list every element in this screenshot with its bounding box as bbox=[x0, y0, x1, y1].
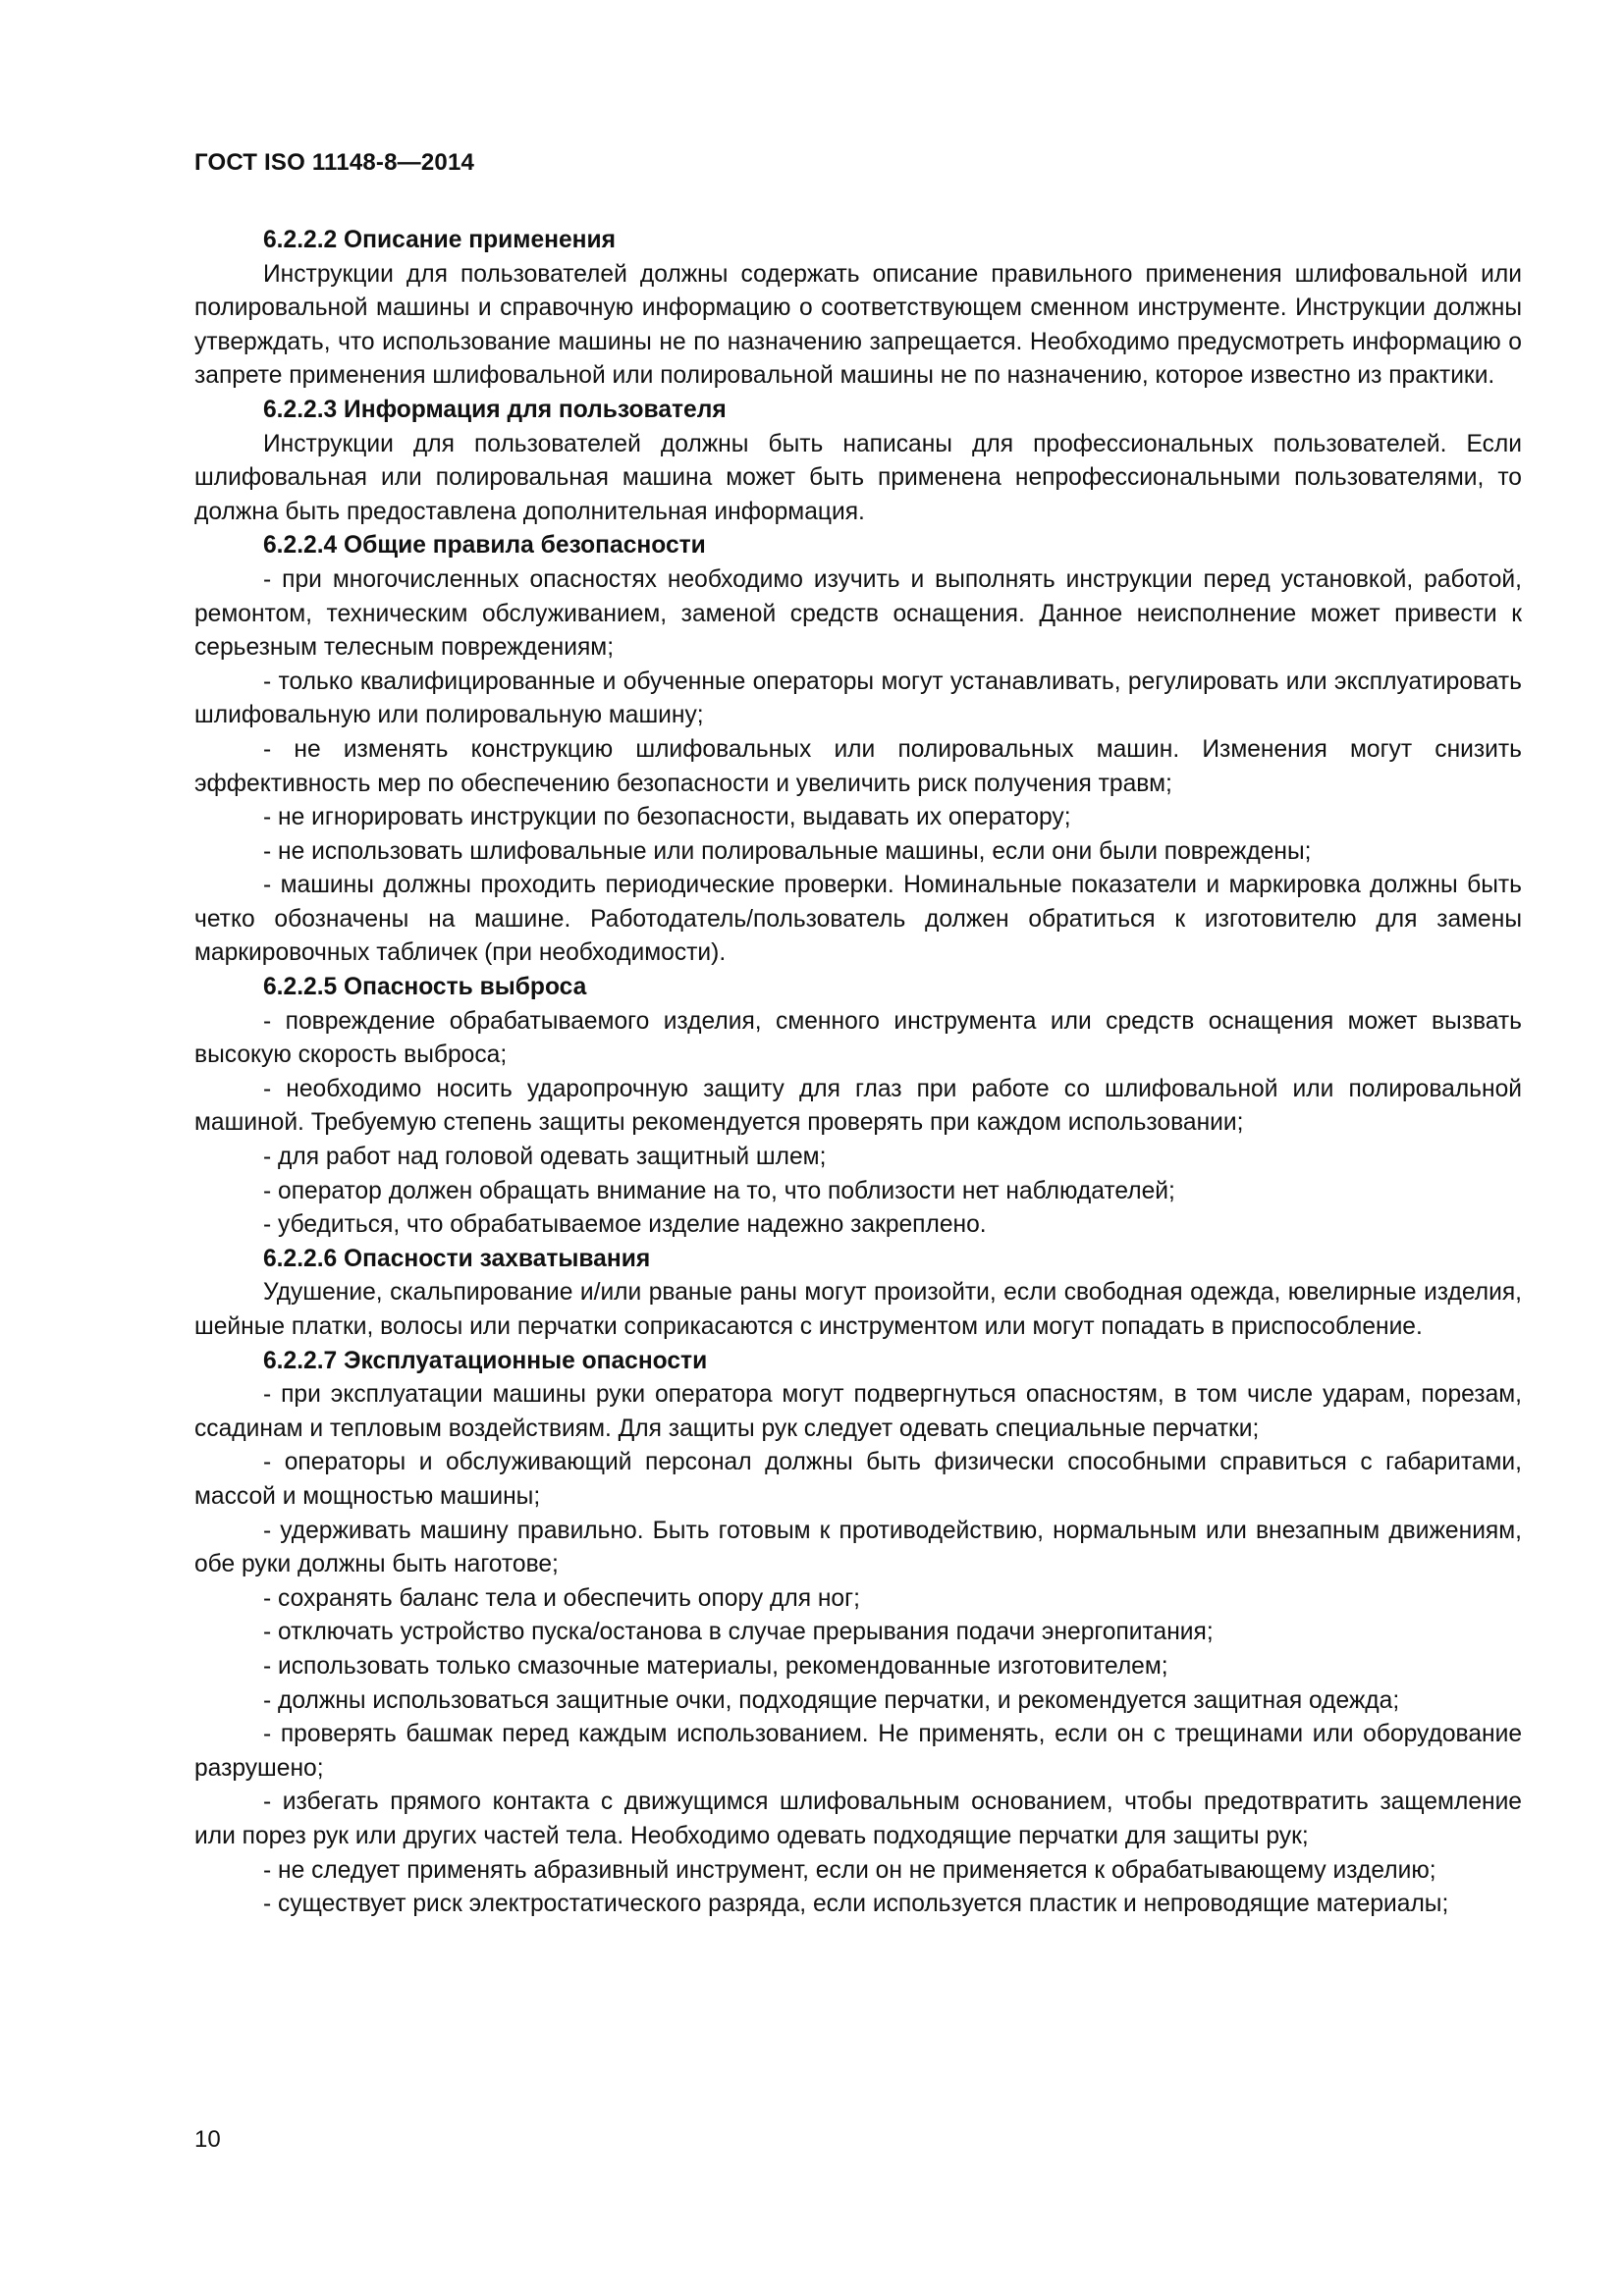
document-header: ГОСТ ISO 11148-8—2014 bbox=[194, 149, 475, 176]
section-heading: 6.2.2.2 Описание применения bbox=[263, 227, 617, 253]
list-item: - существует риск электростатического разряда, если используется пластик и непроводящие материалы; bbox=[263, 1891, 1449, 1918]
list-item: - убедиться, что обрабатываемое изделие надежно закреплено. bbox=[263, 1211, 987, 1239]
section-heading: 6.2.2.5 Опасность выброса bbox=[263, 974, 587, 1001]
list-item: - оператор должен обращать внимание на то, что поблизости нет наблюдателей; bbox=[263, 1177, 1175, 1204]
page-number: 10 bbox=[194, 2126, 221, 2153]
list-item: - только квалифицированные и обученные операторы могут устанавливать, регулировать или эксплуатировать шлифовальную или полировальную машину; bbox=[194, 667, 1522, 729]
list-item: - проверять башмак перед каждым использованием. Не применять, если он с трещинами или оборудование разрушено; bbox=[194, 1721, 1522, 1782]
list-item: - необходимо носить ударопрочную защиту для глаз при работе со шлифовальной или полировальной машиной. Требуемую степень защиты рекомендуется проверять при каждом использовании; bbox=[194, 1075, 1522, 1137]
list-item: - для работ над головой одевать защитный шлем; bbox=[263, 1144, 827, 1171]
paragraph: Инструкции для пользователей должны содержать описание правильного применения шлифовальной или полировальной машины и справочную информацию о соответствующем сменном инструменте. Инструкции должны утверждать, что использование машины не по назначению запрещается. Необходимо предусмотреть информацию о запрете применения шлифовальной или полировальной машины не по назначению, которое известно из практики. bbox=[194, 260, 1522, 390]
list-item: - не следует применять абразивный инструмент, если он не применяется к обрабатывающему изделию; bbox=[263, 1856, 1436, 1884]
document-body bbox=[194, 224, 1522, 1922]
paragraph: Удушение, скальпирование и/или рваные раны могут произойти, если свободная одежда, ювелирные изделия, шейные платки, волосы или перчатки соприкасаются с инструментом или могут попадать в приспособление. bbox=[194, 1279, 1522, 1340]
section-heading: 6.2.2.6 Опасности захватывания bbox=[263, 1245, 651, 1272]
list-item: - не изменять конструкцию шлифовальных или полировальных машин. Изменения могут снизить эффективность мер по обеспечению безопасности и увеличить риск получения травм; bbox=[194, 735, 1522, 797]
paragraph: Инструкции для пользователей должны быть написаны для профессиональных пользователей. Если шлифовальная или полировальная машина может быть применена непрофессиональными пользователями, то должна быть предоставлена дополнительная информация. bbox=[194, 430, 1522, 525]
list-item: - повреждение обрабатываемого изделия, сменного инструмента или средств оснащения может вызвать высокую скорость выброса; bbox=[194, 1007, 1522, 1069]
list-item: - не игнорировать инструкции по безопасности, выдавать их оператору; bbox=[263, 804, 1071, 831]
list-item: - избегать прямого контакта с движущимся шлифовальным основанием, чтобы предотвратить защемление или порез рук или других частей тела. Необходимо одевать подходящие перчатки для защиты рук; bbox=[194, 1789, 1522, 1849]
section-heading: 6.2.2.4 Общие правила безопасности bbox=[263, 532, 706, 560]
list-item: - отключать устройство пуска/останова в случае прерывания подачи энергопитания; bbox=[263, 1619, 1214, 1646]
list-item: - должны использоваться защитные очки, подходящие перчатки, и рекомендуется защитная одежда; bbox=[263, 1686, 1400, 1714]
list-item: - при эксплуатации машины руки оператора могут подвергнуться опасностям, в том числе ударам, порезам, ссадинам и тепловым воздействиям. Для защиты рук следует одевать специальные перчатки; bbox=[194, 1381, 1522, 1442]
list-item: - при многочисленных опасностях необходимо изучить и выполнять инструкции перед установкой, работой, ремонтом, техническим обслуживанием, заменой средств оснащения. Данное неисполнение может привести к серьезным телесным повреждениям; bbox=[194, 565, 1522, 662]
list-item: - машины должны проходить периодические проверки. Номинальные показатели и маркировка должны быть четко обозначены на машине. Работодатель/пользователь должен обратиться к изготовителю для замены маркировочных табличек (при необходимости). bbox=[194, 872, 1522, 967]
list-item: - не использовать шлифовальные или полировальные машины, если они были повреждены; bbox=[263, 837, 1312, 865]
list-item: - операторы и обслуживающий персонал должны быть физически способными справиться с габаритами, массой и мощностью машины; bbox=[194, 1449, 1522, 1510]
list-item: - использовать только смазочные материалы, рекомендованные изготовителем; bbox=[263, 1652, 1168, 1680]
list-item: - удерживать машину правильно. Быть готовым к противодействию, нормальным или внезапным движениям, обе руки должны быть наготове; bbox=[194, 1517, 1522, 1578]
list-item: - сохранять баланс тела и обеспечить опору для ног; bbox=[263, 1584, 860, 1612]
section-heading: 6.2.2.7 Эксплуатационные опасности bbox=[263, 1347, 708, 1374]
section-heading: 6.2.2.3 Информация для пользователя bbox=[263, 396, 727, 423]
